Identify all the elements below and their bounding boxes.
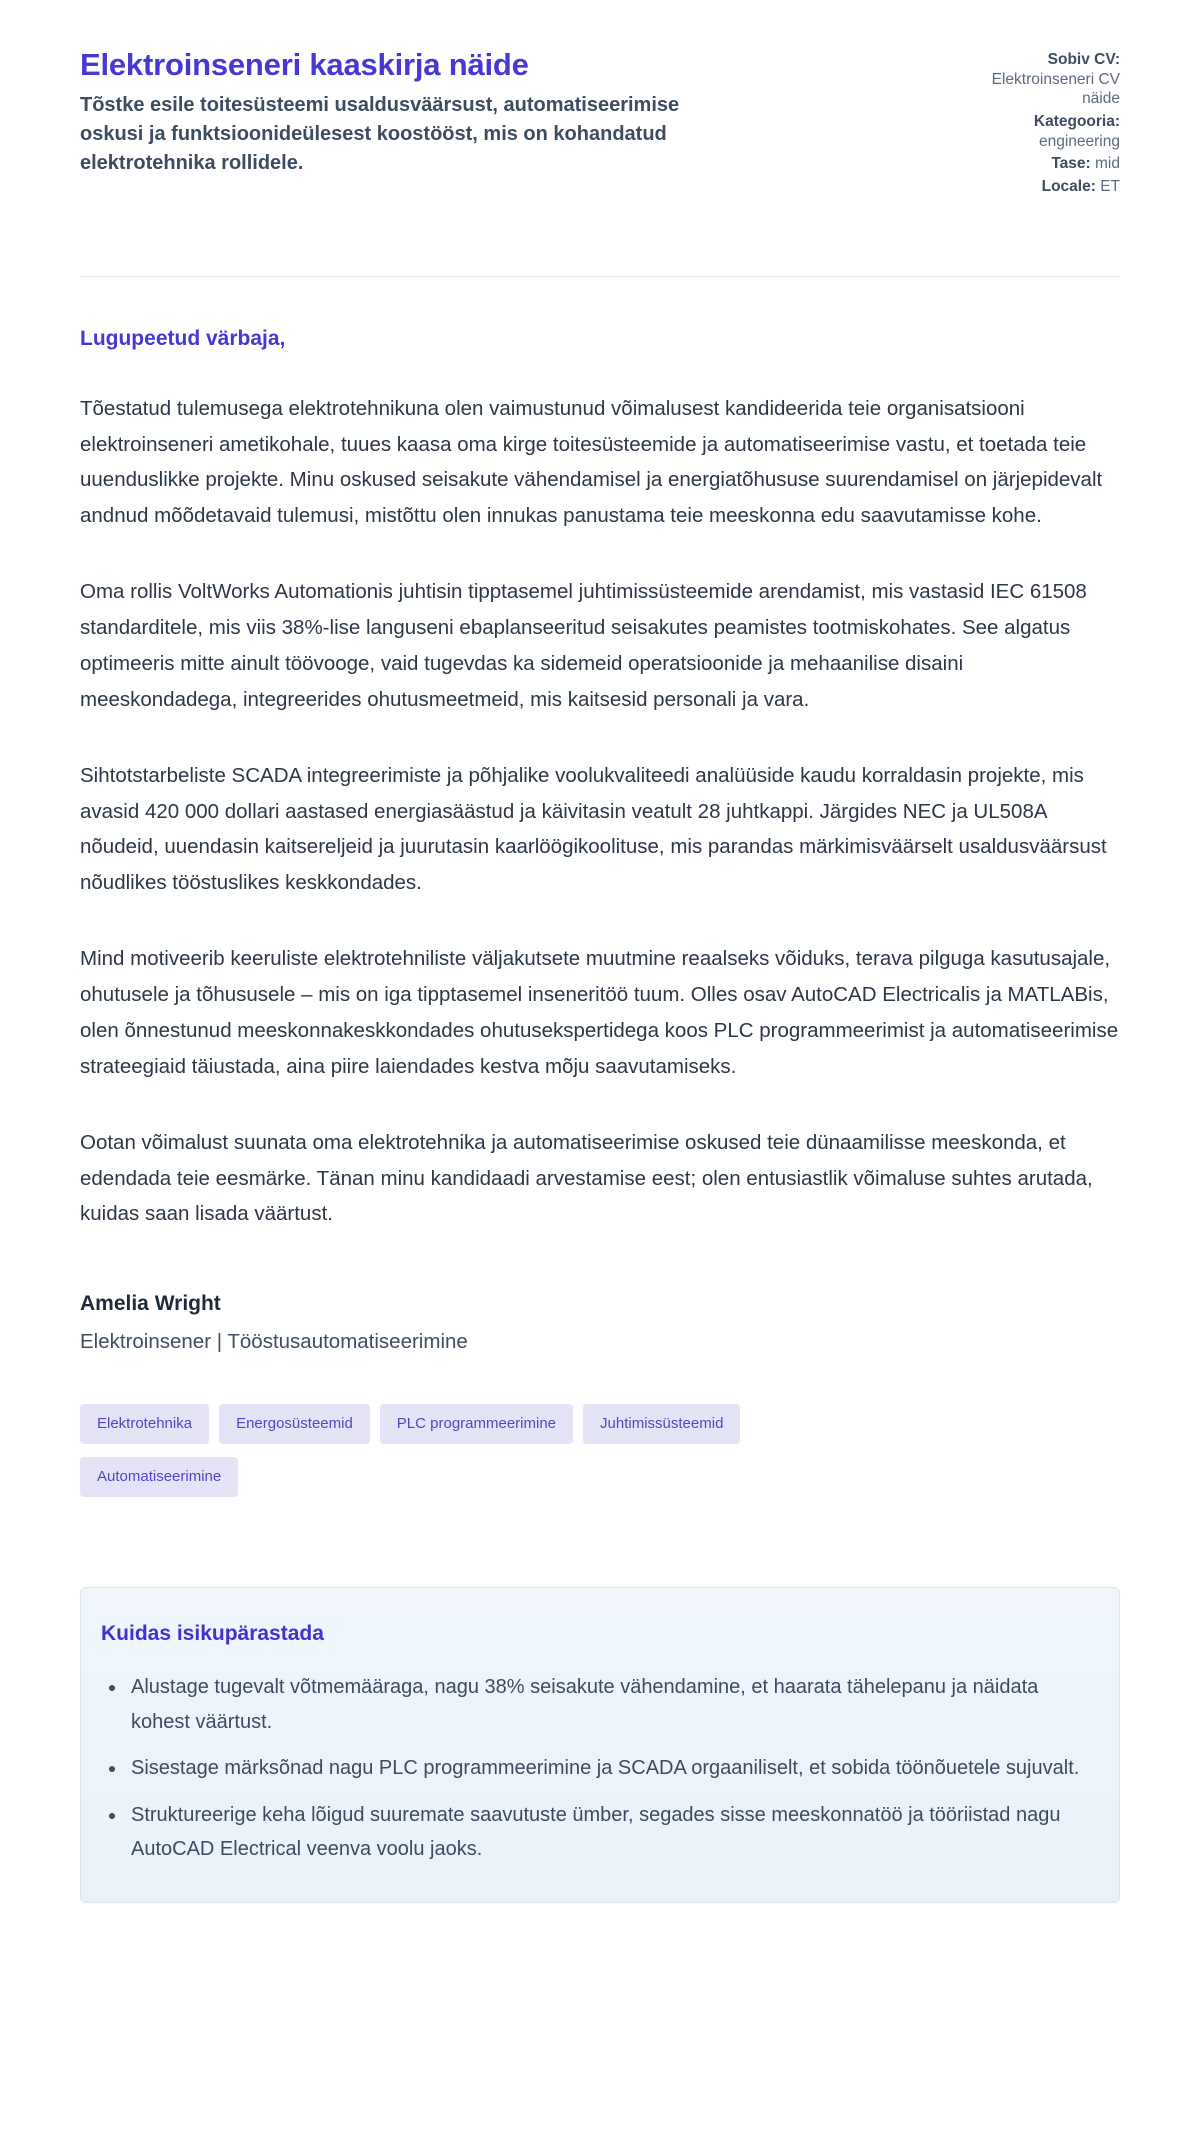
personalization-tips-box xyxy=(80,1587,1120,1903)
meta-matching-cv-value: Elektroinseneri CV näide xyxy=(991,70,1120,108)
tip-item: • Struktureerige keha lõigud suuremate saavutuste ümber, segades sisse meeskonnatöö ja tööriistad nagu AutoCAD Electrical veenva voolu jaoks. xyxy=(127,1798,1091,1867)
meta-locale-label: Locale: xyxy=(1041,178,1096,196)
meta-locale xyxy=(950,177,1120,197)
meta-panel xyxy=(950,46,1120,200)
signature-role: Elektroinsener | Tööstusautomatiseerimine xyxy=(80,1330,468,1354)
header-divider xyxy=(80,276,1120,277)
tips-list xyxy=(101,1670,1091,1866)
meta-category-value: engineering xyxy=(1038,132,1120,150)
tag-energosusteemid[interactable]: Energosüsteemid xyxy=(219,1404,370,1444)
meta-matching-cv xyxy=(950,50,1120,109)
tag-juhtimissusteemid[interactable]: Juhtimissüsteemid xyxy=(583,1404,740,1444)
meta-level-value: mid xyxy=(1095,155,1120,173)
meta-category xyxy=(950,112,1120,151)
meta-locale-value: ET xyxy=(1100,178,1120,196)
meta-category-label: Kategooria: xyxy=(1033,113,1120,131)
signature-name: Amelia Wright xyxy=(80,1292,221,1316)
cover-letter-body xyxy=(80,327,1120,1355)
page-title: Elektroinseneri kaaskirja näide xyxy=(80,47,529,82)
letter-paragraph: Oma rollis VoltWorks Automationis juhtisin tipptasemel juhtimissüsteemide arendamist, mis vastasid IEC 61508 standarditele, mis viis 38%-lise languseni ebaplanseeritud seisakutes peamistes tootmiskohates. See algatus optimeeris mitte ainult töövooge, vaid tugevdas ka sidemeid operatsioonide ja mehaanilise disaini meeskondadega, integreerides ohutusmeetmeid, mis kaitsesid personali ja vara. xyxy=(80,580,1087,711)
page-header xyxy=(80,46,1120,200)
header-titles xyxy=(80,46,700,178)
letter-paragraph: Sihtotstarbeliste SCADA integreerimiste ja põhjalike voolukvaliteedi analüüside kaudu korraldasin projekte, mis avasid 420 000 dollari aastased energiasäästud ja käivitasin veatult 28 juhtkappi. Järgides NEC ja UL508A nõudeid, uuendasin kaitsereljeid ja juurutasin kaarlöögikoolituse, mis parandas märkimisväärselt usaldusväärsust nõudlikes tööstuslikes keskkondades. xyxy=(80,763,1107,895)
tip-item: • Sisestage märksõnad nagu PLC programmeerimine ja SCADA orgaaniliselt, et sobida töönõuetele sujuvalt. xyxy=(127,1751,1091,1785)
tag-elektrotehnika[interactable]: Elektrotehnika xyxy=(80,1404,209,1444)
meta-level xyxy=(950,154,1120,174)
meta-matching-cv-label: Sobiv CV: xyxy=(1047,51,1120,68)
page-subtitle: Tõstke esile toitesüsteemi usaldusväärsust, automatiseerimise oskusi ja funktsioonideülesest koostööst, mis on kohandatud elektrotehnika rollidele. xyxy=(80,93,680,174)
tag-automatiseerimine[interactable]: Automatiseerimine xyxy=(80,1457,238,1497)
tips-title: Kuidas isikupärastada xyxy=(101,1622,324,1646)
letter-paragraph: Tõestatud tulemusega elektrotehnikuna olen vaimustunud võimalusest kandideerida teie organisatsiooni elektroinseneri ametikohale, tuues kaasa oma kirge toitesüsteemide ja automatiseerimise vastu, et toetada teie uuenduslikke projekte. Minu oskused seisakute vähendamisel ja energiatõhususe suurendamisel on järjepidevalt andnud mõõdetavaid tulemusi, mistõttu olen innukas panustama teie meeskonna edu saavutamisse kohe. xyxy=(80,396,1103,528)
letter-greeting: Lugupeetud värbaja, xyxy=(80,326,286,350)
meta-level-label: Tase: xyxy=(1051,155,1091,173)
skill-tags xyxy=(80,1404,780,1497)
tip-item: • Alustage tugevalt võtmemääraga, nagu 38% seisakute vähendamine, et haarata tähelepanu ja näidata kohest väärtust. xyxy=(127,1670,1091,1739)
letter-paragraph: Mind motiveerib keeruliste elektrotehniliste väljakutsete muutmine reaalseks võiduks, terava pilguga kasutusajale, ohutusele ja tõhususele – mis on iga tipptasemel inseneritöö tuum. Olles osav AutoCAD Electricalis ja MATLABis, olen õnnestunud meeskonnakeskkondades ohutusekspertidega koos PLC programmeerimist ja automatiseerimise strateegiaid täiustada, aina piire laiendades kestva mõju saavutamiseks. xyxy=(80,947,1119,1078)
letter-paragraph: Ootan võimalust suunata oma elektrotehnika ja automatiseerimise oskused teie dünaamilisse meeskonda, et edendada teie eesmärke. Tänan minu kandidaadi arvestamise eest; olen entusiastlik võimaluse suhtes arutada, kuidas saan lisada väärtust. xyxy=(80,1130,1093,1226)
tag-plc-programmeerimine[interactable]: PLC programmeerimine xyxy=(380,1404,573,1444)
